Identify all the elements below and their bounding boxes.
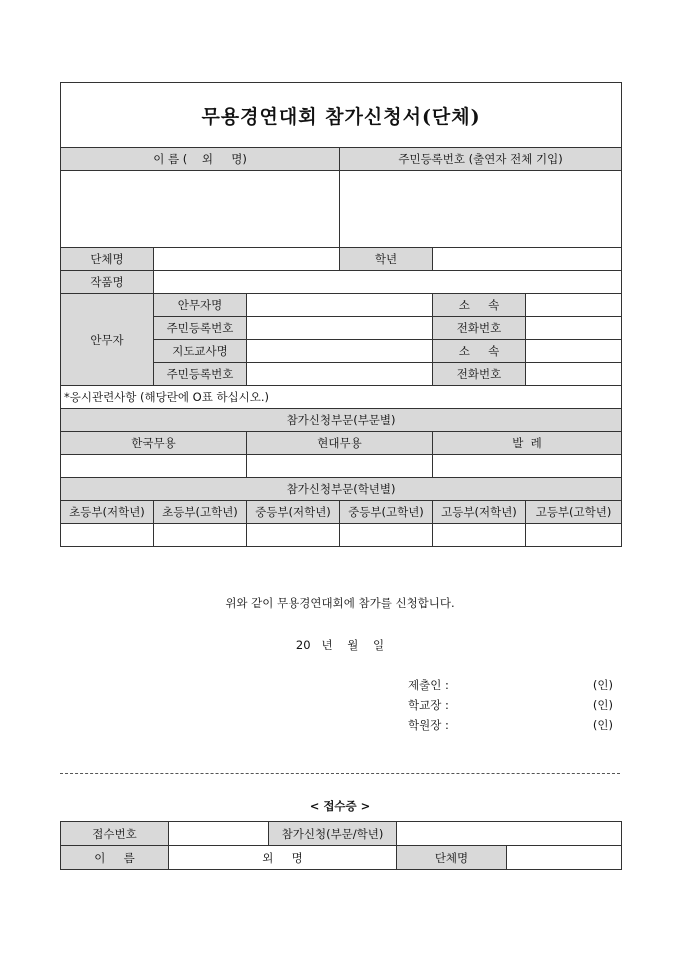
work-title-label: 작품명 — [61, 271, 154, 294]
signer-label: 학교장 : — [408, 698, 449, 712]
division-korean-dance: 한국무용 — [61, 432, 247, 455]
form-title: 무용경연대회 참가신청서(단체) — [61, 83, 622, 148]
receipt-group-input[interactable] — [507, 846, 622, 870]
grade-input[interactable] — [433, 248, 622, 271]
grade-option-check[interactable] — [61, 524, 154, 547]
declaration-statement: 위와 같이 무용경연대회에 참가를 신청합니다. — [225, 596, 455, 610]
group-name-input[interactable] — [154, 248, 340, 271]
cut-line — [60, 773, 620, 774]
seal-mark: (인) — [592, 678, 613, 692]
choreographer-name-label: 안무자명 — [154, 294, 247, 317]
receipt-division-input[interactable] — [397, 822, 622, 846]
teacher-name-input[interactable] — [247, 340, 433, 363]
teacher-resident-no-input[interactable] — [247, 363, 433, 386]
division-korean-dance-check[interactable] — [61, 455, 247, 478]
signer-row — [408, 717, 613, 733]
grade-option: 고등부(저학년) — [433, 501, 526, 524]
teacher-affiliation-input[interactable] — [526, 340, 622, 363]
affiliation-label: 소 속 — [433, 294, 526, 317]
application-note: *응시관련사항 (해당란에 O표 하십시오.) — [61, 386, 622, 409]
receipt-group-label: 단체명 — [397, 846, 507, 870]
grade-section-header: 참가신청부문(학년별) — [61, 478, 622, 501]
grade-option-check[interactable] — [154, 524, 247, 547]
choreographer-label: 안무자 — [61, 294, 154, 386]
resident-ids-input[interactable] — [340, 171, 622, 248]
phone-label: 전화번호 — [433, 317, 526, 340]
receipt-number-input[interactable] — [169, 822, 269, 846]
teacher-affiliation-label: 소 속 — [433, 340, 526, 363]
receipt-division-label: 참가신청(부문/학년) — [269, 822, 397, 846]
division-ballet: 발 레 — [433, 432, 622, 455]
teacher-phone-label: 전화번호 — [433, 363, 526, 386]
resident-no-label: 주민등록번호 — [154, 317, 247, 340]
teacher-resident-no-label: 주민등록번호 — [154, 363, 247, 386]
division-modern-dance: 현대무용 — [247, 432, 433, 455]
grade-option-check[interactable] — [247, 524, 340, 547]
choreographer-name-input[interactable] — [247, 294, 433, 317]
grade-option-check[interactable] — [433, 524, 526, 547]
grade-option-check[interactable] — [340, 524, 433, 547]
signer-row — [408, 677, 613, 693]
teacher-phone-input[interactable] — [526, 363, 622, 386]
grade-option: 중등부(고학년) — [340, 501, 433, 524]
group-name-label: 단체명 — [61, 248, 154, 271]
division-section-header: 참가신청부문(부문별) — [61, 409, 622, 432]
application-date: 20 년 월 일 — [295, 638, 385, 652]
name-header: 이 름 ( 외 명) — [61, 148, 340, 171]
seal-mark: (인) — [592, 698, 613, 712]
receipt-table — [60, 821, 622, 870]
names-input[interactable] — [61, 171, 340, 248]
resident-no-input[interactable] — [247, 317, 433, 340]
grade-label: 학년 — [340, 248, 433, 271]
affiliation-input[interactable] — [526, 294, 622, 317]
resident-id-header: 주민등록번호 (출연자 전체 기입) — [340, 148, 622, 171]
grade-option-check[interactable] — [526, 524, 622, 547]
application-form-table — [60, 82, 622, 547]
grade-option: 중등부(저학년) — [247, 501, 340, 524]
receipt-others-field[interactable]: 외 명 — [169, 846, 397, 870]
receipt-number-label: 접수번호 — [61, 822, 169, 846]
receipt-name-label: 이 름 — [61, 846, 169, 870]
signer-label: 학원장 : — [408, 718, 449, 732]
receipt-title: < 접수증 > — [309, 799, 371, 813]
phone-input[interactable] — [526, 317, 622, 340]
teacher-name-label: 지도교사명 — [154, 340, 247, 363]
work-title-input[interactable] — [154, 271, 622, 294]
division-modern-dance-check[interactable] — [247, 455, 433, 478]
signer-label: 제출인 : — [408, 678, 449, 692]
division-ballet-check[interactable] — [433, 455, 622, 478]
grade-option: 초등부(고학년) — [154, 501, 247, 524]
grade-option: 초등부(저학년) — [61, 501, 154, 524]
seal-mark: (인) — [592, 718, 613, 732]
signer-row — [408, 697, 613, 713]
grade-option: 고등부(고학년) — [526, 501, 622, 524]
